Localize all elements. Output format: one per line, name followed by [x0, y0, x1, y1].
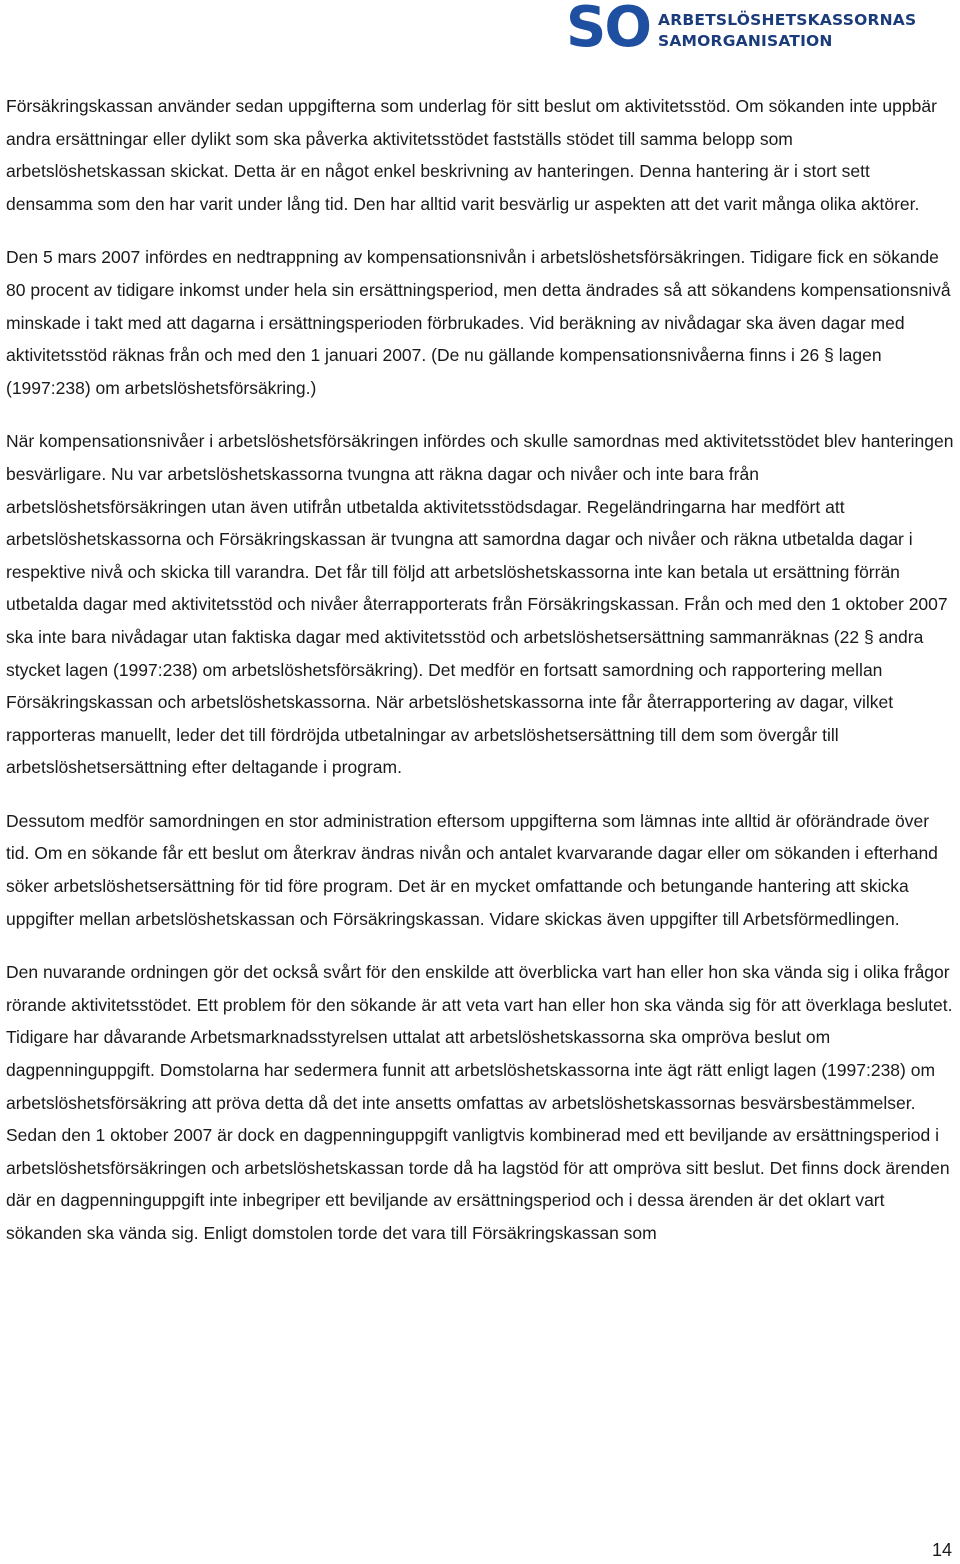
paragraph-2: Den 5 mars 2007 infördes en nedtrappning av kompensationsnivån i arbetslöshetsförsäkringen. Tidigare fick en sökande 80 procent av tidigare inkomst under hela sin ersättningsperiod, men detta ändrades så att sökandens kompensationsnivå minskade i takt med att dagarna i ersättningsperioden förbrukades. Vid beräkning av nivådagar ska även dagar med aktivitetsstöd räknas från och med den 1 januari 2007. (De nu gällande kompensationsnivåerna finns i 26 § lagen (1997:238) om arbetslöshetsförsäkring.) — [6, 247, 951, 398]
paragraph-5: Den nuvarande ordningen gör det också svårt för den enskilde att överblicka vart han eller hon ska vända sig i olika frågor rörande aktivitetsstödet. Ett problem för den sökande är att veta vart han eller hon ska vända sig för att överklaga beslutet. Tidigare har dåvarande Arbetsmarknadsstyrelsen uttalat att arbetslöshetskassorna ska ompröva beslut om dagpenninguppgift. Domstolarna har sedermera funnit att arbetslöshetskassorna inte ägt rätt enligt lagen (1997:238) om arbetslöshetsförsäkring att pröva detta då det inte ansetts omfattas av arbetslöshetskassornas besvärsbestämmelser. Sedan den 1 oktober 2007 är dock en dagpenninguppgift vanligtvis kombinerad med ett beviljande av ersättningsperiod i arbetslöshetsförsäkringen och arbetslöshetskassan torde då ha lagstöd för att ompröva sitt beslut. Det finns dock ärenden där en dagpenninguppgift inte inbegriper ett beviljande av ersättningsperiod och i dessa ärenden är det oklart vart sökanden ska vända sig. Enligt domstolen torde det vara till Försäkringskassan som — [6, 962, 953, 1243]
paragraph-4: Dessutom medför samordningen en stor administration eftersom uppgifterna som lämnas inte alltid är oförändrade över tid. Om en sökande får ett beslut om återkrav ändras nivån och antalet kvarvarande dagar eller om sökanden i efterhand söker arbetslöshetsersättning för tid före program. Det är en mycket omfattande och betungande hantering att skicka uppgifter mellan arbetslöshetskassan och Försäkringskassan. Vidare skickas även uppgifter till Arbetsförmedlingen. — [6, 810, 938, 929]
logo-line-2: SAMORGANISATION — [658, 32, 833, 50]
document-body — [6, 90, 956, 1271]
paragraph-3: När kompensationsnivåer i arbetslöshetsförsäkringen infördes och skulle samordnas med aktivitetsstödet blev hanteringen besvärligare. Nu var arbetslöshetskassorna tvungna att räkna dagar och nivåer och inte bara från arbetslöshetsförsäkringen utan även utifrån utbetalda aktivitetsstödsdagar. Regeländringarna har medfört att arbetslöshetskassorna och Försäkringskassan är tvungna att samordna dagar och nivåer och räkna utbetalda dagar i respektive nivå och skicka till varandra. Det får till följd att arbetslöshetskassorna inte kan betala ut ersättning förrän utbetalda dagar med aktivitetsstöd och nivåer återrapporterats från Försäkringskassan. Från och med den 1 oktober 2007 ska inte bara nivådagar utan faktiska dagar med aktivitetsstöd och arbetslöshetsersättning sammanräknas (22 § andra stycket lagen (1997:238) om arbetslöshetsförsäkring). Det medför en fortsatt samordning och rapportering mellan Försäkringskassan och arbetslöshetskassorna. När arbetslöshetskassorna inte får återrapportering av dagar, vilket rapporteras manuellt, leder det till fördröjda utbetalningar av arbetslöshetsersättning till dem som övergår till arbetslöshetsersättning efter deltagande i program. — [6, 431, 954, 778]
page-number: 14 — [931, 1540, 952, 1560]
logo-wordmark — [658, 10, 916, 52]
logo-mark: SO — [566, 0, 650, 60]
organization-logo — [566, 0, 936, 60]
paragraph-1: Försäkringskassan använder sedan uppgifterna som underlag för sitt beslut om aktivitetsstöd. Om sökanden inte uppbär andra ersättningar eller dylikt som ska påverka aktivitetsstödet fastställs stödet till samma belopp som arbetslöshetskassan skickat. Detta är en något enkel beskrivning av hanteringen. Denna hantering är i stort sett densamma som den har varit under lång tid. Den har alltid varit besvärlig ur aspekten att det varit många olika aktörer. — [6, 96, 937, 214]
logo-line-1: ARBETSLÖSHETSKASSORNAS — [658, 11, 917, 29]
